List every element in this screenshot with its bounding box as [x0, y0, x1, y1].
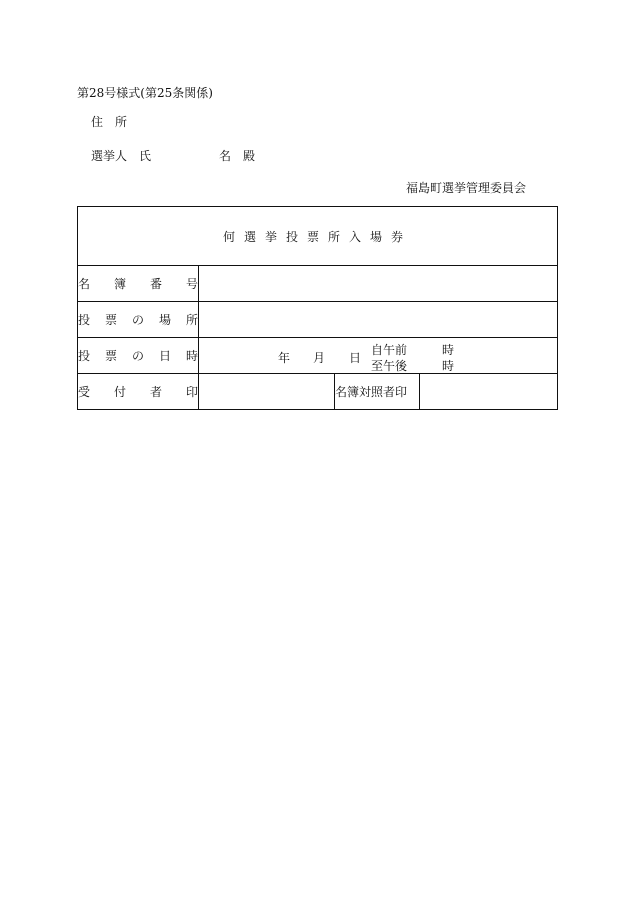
label-char: 場	[158, 313, 171, 327]
label-char: 簿	[113, 277, 126, 291]
label-char: 票	[104, 349, 117, 363]
day-unit: 日	[349, 351, 362, 365]
label-char: の	[131, 313, 144, 327]
register-checker-seal-field[interactable]	[420, 374, 558, 410]
committee-name: 福島町選挙管理委員会	[405, 181, 526, 195]
voter-label: 選挙人 氏	[91, 149, 152, 163]
label-char: 名	[78, 277, 91, 291]
year-unit: 年	[278, 351, 291, 365]
from-hour-unit: 時	[442, 343, 455, 357]
label-char: 受	[78, 385, 91, 399]
voter-name-line	[91, 147, 256, 164]
to-hour-unit: 時	[442, 359, 455, 373]
label-char: 日	[158, 349, 171, 363]
label-char: の	[131, 349, 144, 363]
voting-datetime-field[interactable]	[199, 338, 558, 374]
form-number: 第28号様式(第25条関係)	[77, 86, 213, 100]
name-suffix: 名 殿	[219, 149, 256, 163]
admission-ticket-table	[77, 206, 558, 410]
label-char: 所	[185, 313, 198, 327]
to-pm-label: 至午後	[371, 359, 408, 373]
ticket-title: 何選挙投票所入場券	[78, 207, 558, 266]
receiver-seal-label	[78, 374, 199, 410]
label-char: 号	[185, 277, 198, 291]
voting-place-label	[78, 302, 199, 338]
register-number-field[interactable]	[199, 266, 558, 302]
label-char: 者	[149, 385, 162, 399]
label-char: 票	[104, 313, 117, 327]
label-char: 番	[149, 277, 162, 291]
voting-place-field[interactable]	[199, 302, 558, 338]
register-checker-seal-label: 名簿対照者印	[335, 374, 420, 410]
label-char: 付	[113, 385, 126, 399]
voting-datetime-label	[78, 338, 199, 374]
label-char: 時	[185, 349, 198, 363]
address-label: 住所	[91, 115, 140, 129]
label-char: 印	[185, 385, 198, 399]
label-char: 投	[78, 349, 91, 363]
receiver-seal-field[interactable]	[199, 374, 335, 410]
register-number-label	[78, 266, 199, 302]
label-char: 投	[78, 313, 91, 327]
from-am-label: 自午前	[371, 343, 408, 357]
month-unit: 月	[313, 351, 326, 365]
